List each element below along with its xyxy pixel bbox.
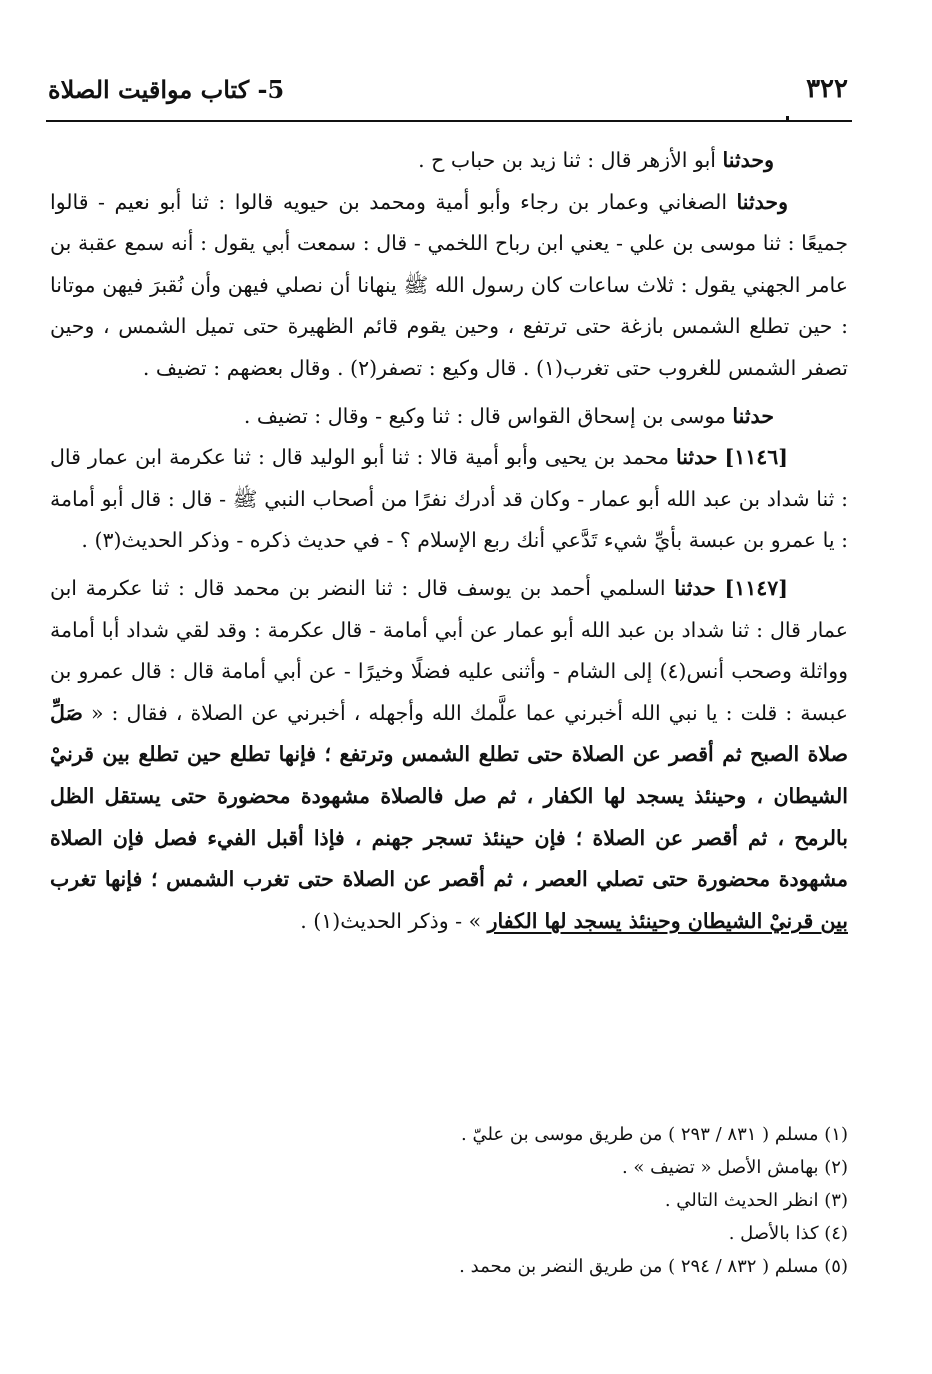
hadith-quote: صَلِّ صلاة الصبح ثم أقصر عن الصلاة حتى تطلع الشمس وترتفع ؛ فإنها تطلع حين تطلع بين قرنيْ الشيطان ، وحينئذ يسجد لها الكفار ، ثم صل فالصلاة مشهودة محضورة حتى يستقل الظل بالرمح ، ثم أقصر عن الصلاة ؛ فإن حينئذ تسجر جهنم ، فإذا أقبل الفيء فصل فإن الصلاة مشهودة محضورة حتى تصلي العصر ، ثم أقصر عن الصلاة حتى تغرب الشمس ؛ فإنها تغرب [50, 700, 848, 892]
paragraph-text: محمد بن يحيى وأبو أمية قالا : ثنا أبو الوليد قال : ثنا عكرمة ابن عمار قال : ثنا شداد بن عبد الله أبو عمار - وكان قد أدرك نفرًا من أصحاب النبي ﷺ - قال : قال أبو أمامة : يا عمرو بن عبسة بأيِّ شيء تَدَّعي أنك ربع الإسلام ؟ - في حديث ذكره - وذكر الحديث(٣) . [50, 445, 848, 553]
footnote-5: (٥) مسلم ( ٨٣٢ / ٢٩٤ ) من طريق النضر بن محمد . [459, 1256, 848, 1277]
footnotes [50, 1118, 848, 1283]
page-header [48, 66, 848, 112]
paragraph-text: أبو الأزهر قال : ثنا زيد بن حباب ح . [418, 148, 723, 172]
page-number: ٣٢٢ [806, 74, 848, 104]
paragraph-lead: وحدثنا [722, 148, 774, 172]
paragraph-text: الصغاني وعمار بن رجاء وأبو أمية ومحمد بن حيويه قالوا : ثنا أبو نعيم - قالوا جميعًا : ثنا موسى بن علي - يعني ابن رباح اللخمي - قال : سمعت أبي يقول : أنه سمع عقبة بن عامر الجهني يقول : ثلاث ساعات كان رسول الله ﷺ ينهانا أن نصلي فيهن وأن نُقبرَ فيهن موتانا : حين تطلع الشمس بازغة حتى ترتفع ، وحين يقوم قائم الظهيرة حتى تميل الشمس ، وحين تصفر الشمس للغروب حتى تغرب(١) . قال وكيع : تصفر(٢) . وقال بعضهم : تضيف . [50, 189, 848, 380]
paragraph-1 [50, 140, 848, 182]
footnote-3: (٣) انظر الحديث التالي . [664, 1190, 848, 1211]
paragraph-text: موسى بن إسحاق القواس قال : ثنا وكيع - وقال : تضيف . [243, 403, 733, 428]
paragraph-text: السلمي أحمد بن يوسف قال : ثنا النضر بن محمد قال : ثنا عكرمة ابن عمار قال : ثنا شداد بن عبد الله أبو عمار عن أبي أمامة - قال عكرمة : وقد لقي شداد أبا أمامة وواثلة وصحب أنس(٤) إلى الشام - وأثنى عليه فضلًا وخيرًا - عن أبي أمامة قال : قال عمرو بن عبسة : قلت : يا نبي الله أخبرني عما علَّمك الله وأجهله ، أخبرني عن الصلاة ، فقال : « [50, 575, 849, 725]
paragraph-2 [50, 182, 848, 390]
chapter-title: 5- كتاب مواقيت الصلاة [48, 74, 285, 104]
paragraph-lead: حدثنا [675, 445, 718, 470]
hadith-1146 [50, 437, 848, 562]
paragraph-3 [50, 396, 848, 438]
paragraph-tail: » - وذكر الحديث(١) . [300, 908, 488, 933]
footnote-1: (١) مسلم ( ٨٣١ / ٢٩٣ ) من طريق موسى بن عليّ . [461, 1124, 848, 1145]
footnote-4: (٤) كذا بالأصل . [728, 1223, 848, 1244]
hadith-1147 [50, 568, 848, 942]
paragraph-lead: حدثنا [732, 403, 774, 428]
paragraph-lead: حدثنا [674, 575, 716, 600]
hadith-number: [١١٤٧] [724, 575, 788, 600]
paragraph-lead: وحدثنا [736, 189, 788, 214]
main-text [50, 140, 848, 942]
header-divider [46, 120, 852, 122]
hadith-quote-underlined: بين قرنيْ الشيطان وحينئذ يسجد لها الكفار [487, 908, 848, 933]
footnote-2: (٢) بهامش الأصل « تضيف » . [621, 1157, 848, 1178]
hadith-number: [١١٤٦] [724, 445, 788, 470]
